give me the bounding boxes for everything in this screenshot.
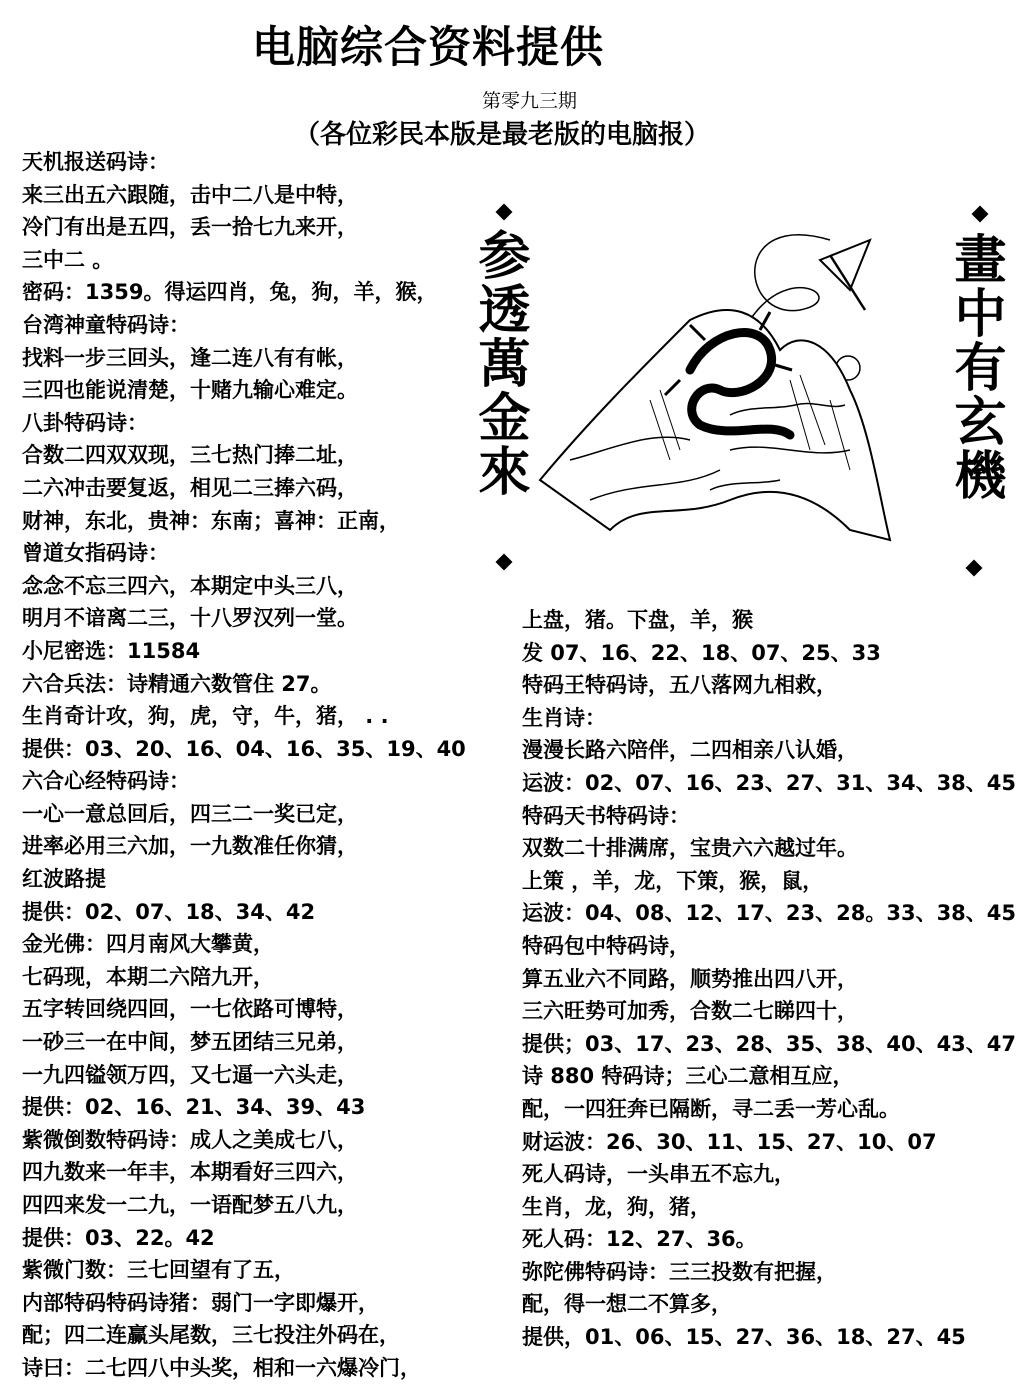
- left-column-line: 台湾神童特码诗：: [22, 312, 190, 337]
- right-column-line: 特码王特码诗，五八落网九相救，: [522, 673, 837, 698]
- right-column-line: 生肖诗：: [522, 705, 606, 730]
- left-column-line: 诗曰：二七四八中头奖，相和一六爆冷门，: [22, 1355, 421, 1380]
- left-column-line: 冷门有出是五四，丢一拾七九来开，: [22, 215, 358, 240]
- issue-number: 第零九三期: [482, 90, 578, 112]
- left-column-line: 曾道女指码诗：: [22, 541, 169, 566]
- left-column-line: 生肖奇计攻，狗，虎，守，牛，猪， . .: [22, 704, 389, 729]
- vertical-poem-right: 畫中有玄機: [945, 232, 1006, 502]
- left-column-line: 紫微门数：三七回望有了五，: [22, 1258, 295, 1283]
- left-column-line: 进率必用三六加，一九数准任你猜，: [22, 834, 358, 859]
- left-column-line: 提供：03、20、16、04、16、35、19、40: [22, 736, 466, 761]
- left-column-line: 一九四镒领万四，又七逼一六头走，: [22, 1062, 358, 1087]
- left-column-line: 一心一意总回后，四三二一奖已定，: [22, 801, 358, 826]
- left-column-line: 五字转回绕四回，一七依路可博特，: [22, 997, 358, 1022]
- left-column-line: 来三出五六跟随，击中二八是中特，: [22, 182, 358, 207]
- vertical-poem-left: 参透萬金來: [469, 228, 530, 498]
- left-column-line: 合数二四双双现，三七热门捧二址，: [22, 443, 358, 468]
- left-column-line: 配；四二连赢头尾数，三七投注外码在，: [22, 1323, 400, 1348]
- left-column-line: 密码：1359。得运四肖，兔，狗，羊，猴，: [22, 280, 438, 305]
- right-column-line: 提供，01、06、15、27、36、18、27、45: [522, 1325, 966, 1350]
- right-column-line: 弥陀佛特码诗：三三投数有把握，: [522, 1259, 837, 1284]
- right-column-line: 上策 ，羊，龙，下策，猴，鼠，: [522, 868, 824, 893]
- page-title: 电脑综合资料提供: [252, 23, 604, 73]
- left-column-line: 明月不谙离二三，十八罗汉列一堂。: [22, 606, 358, 631]
- diamond-ornament-icon: [496, 554, 513, 571]
- page-subtitle: （各位彩民本版是最老版的电脑报）: [294, 120, 711, 150]
- left-column-line: 天机报送码诗：: [22, 150, 169, 174]
- right-column-line: 特码包中特码诗，: [522, 933, 690, 958]
- right-column-line: 财运波：26、30、11、15、27、10、07: [522, 1129, 937, 1154]
- left-column-line: 红波路提: [22, 867, 106, 892]
- right-column-line: 死人码诗，一头串五不忘九，: [522, 1162, 795, 1187]
- left-column-line: 找料一步三回头，逢二连八有有帐，: [22, 345, 358, 370]
- left-column-line: 二六冲击要复返，相见二三捧六码，: [22, 475, 358, 500]
- left-column-line: 四四来发一二九，一语配梦五八九，: [22, 1193, 358, 1217]
- left-column-line: 财神，东北，贵神：东南；喜神：正南，: [22, 508, 400, 533]
- left-column-line: 一砂三一在中间，梦五团结三兄弟，: [22, 1030, 358, 1055]
- diamond-ornament-icon: [496, 204, 513, 221]
- right-column-line: 算五业六不同路，顺势推出四八开，: [522, 966, 858, 991]
- right-column-line: 死人码：12、27、36。: [522, 1227, 757, 1252]
- right-column-line: 特码天书特码诗：: [522, 803, 690, 828]
- right-column-line: 三六旺势可加秀，合数二七睇四十，: [522, 999, 858, 1024]
- right-column-line: 生肖，龙，狗，猪，: [522, 1194, 711, 1219]
- right-column-line: 漫漫长路六陪伴，二四相亲八认婚，: [522, 738, 858, 763]
- right-column-line: 配，一四狂奔已隔断，寻二丢一芳心乱。: [522, 1096, 900, 1121]
- left-column-line: 六合兵法：诗精通六数管住 27。: [22, 671, 332, 696]
- left-column-line: 三四也能说清楚，十赌九输心难定。: [22, 378, 358, 403]
- diamond-ornament-icon: [972, 206, 989, 223]
- left-column-line: 小尼密选：11584: [22, 638, 201, 663]
- left-column-line: 紫微倒数特码诗：成人之美成七八，: [22, 1127, 358, 1152]
- left-column-line: 念念不忘三四六，本期定中头三八，: [22, 573, 358, 598]
- left-column-line: 提供：02、07、18、34、42: [22, 899, 316, 924]
- right-column: [522, 604, 1016, 1354]
- right-column-line: 提供；03、17、23、28、35、38、40、43、47: [522, 1031, 1017, 1056]
- left-column-line: 四九数来一年丰，本期看好三四六，: [22, 1160, 358, 1185]
- diamond-ornament-icon: [966, 560, 983, 577]
- right-column-line: 双数二十排满席，宝贵六六越过年。: [522, 836, 858, 861]
- left-column-line: 内部特码特码诗猪：弱门一字即爆开，: [22, 1290, 379, 1315]
- right-column-line: 发 07、16、22、18、07、25、33: [522, 640, 881, 665]
- left-column: [22, 146, 466, 1385]
- left-column-line: 八卦特码诗：: [22, 410, 148, 435]
- left-column-line: 三中二 。: [22, 247, 114, 272]
- left-column-line: 提供：02、16、21、34、39、43: [22, 1095, 366, 1120]
- right-column-line: 运波：02、07、16、23、27、31、34、38、45: [522, 770, 1017, 795]
- left-column-line: 七码现，本期二六陪九开，: [22, 964, 274, 989]
- right-column-line: 诗 880 特码诗；三心二意相互应，: [522, 1064, 854, 1089]
- right-column-line: 运波：04、08、12、17、23、28。33、38、45: [522, 901, 1017, 926]
- right-column-line: 配，得一想二不算多，: [522, 1292, 732, 1317]
- dragon-mountain-illustration: [530, 200, 930, 580]
- left-column-line: 六合心经特码诗：: [22, 769, 190, 794]
- right-column-line: 上盘，猪。下盘，羊，猴: [522, 608, 753, 632]
- left-column-line: 提供：03、22。42: [22, 1225, 215, 1250]
- left-column-line: 金光佛：四月南风大攀黄，: [22, 932, 274, 957]
